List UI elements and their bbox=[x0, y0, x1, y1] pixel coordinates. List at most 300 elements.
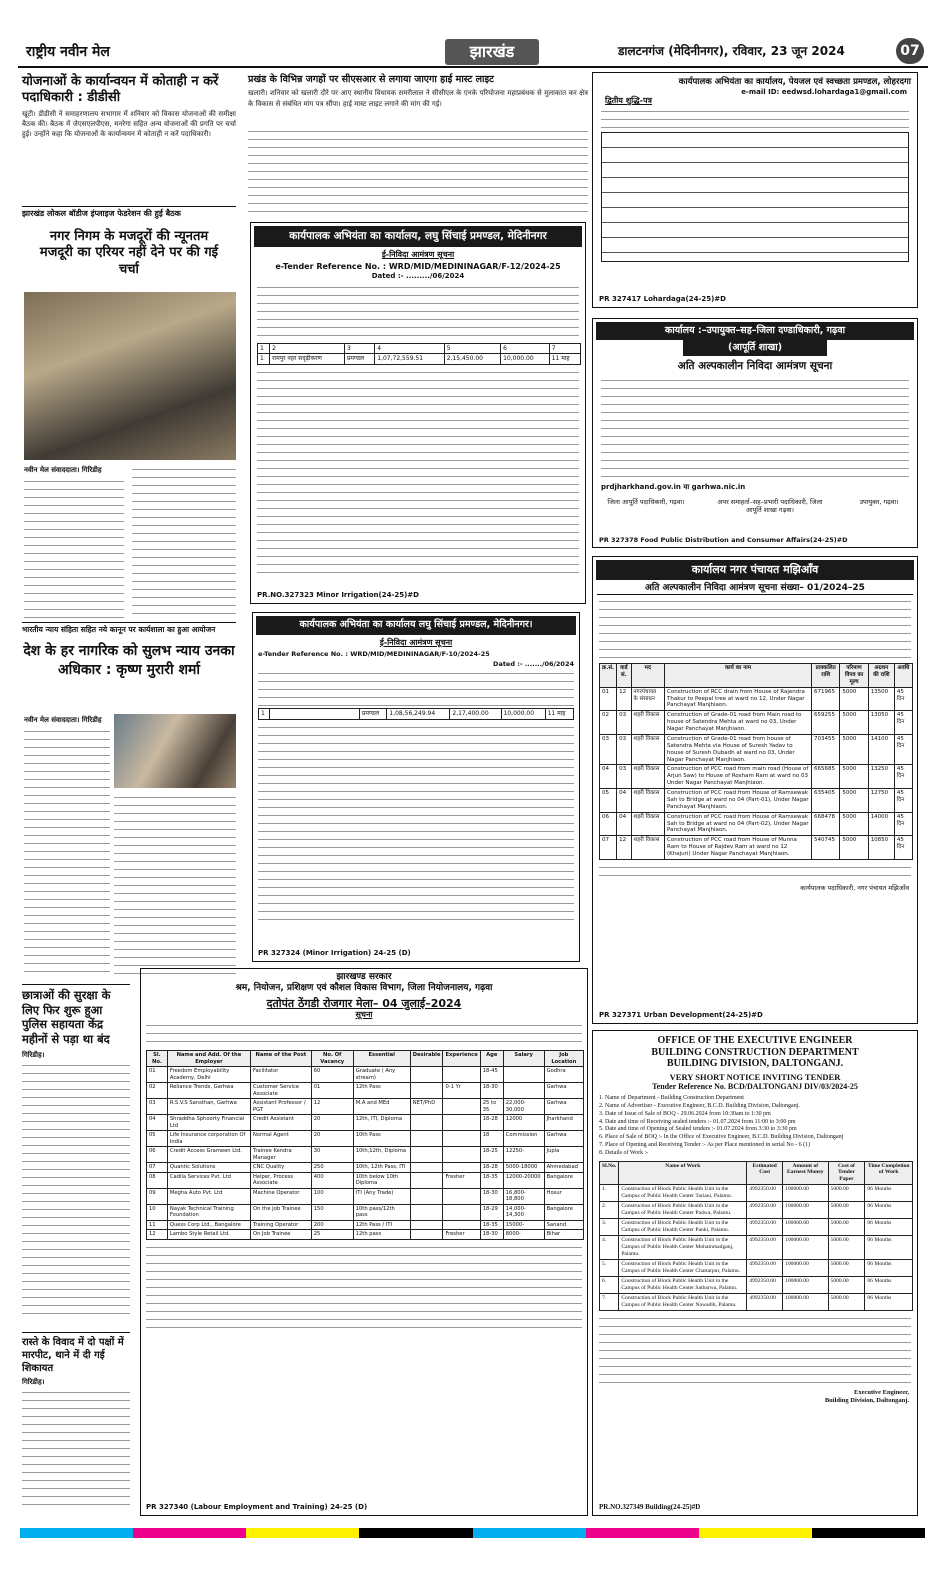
table-row bbox=[147, 1172, 584, 1188]
table-cell: 100000.00 bbox=[783, 1236, 828, 1260]
table-row: 1 प्रमण्डल 1,08,56,249.94 2,17,400.00 10,000.00 11 माह bbox=[259, 709, 574, 720]
table-cell: 5000 bbox=[840, 765, 868, 789]
table-cell: Quess Corp Ltd., Bangalore bbox=[167, 1220, 250, 1230]
table-cell: Construction of PCC road from House of Munna Ram to House of Rajdev Ram at ward no 12 (Khajuri) Under Nagar Panchayat Manjhiaon. bbox=[665, 836, 812, 860]
story-federation bbox=[22, 206, 236, 278]
headline: नगर निगम के मजदूरों की न्यूनतम मजदूरी का एरियर नहीं देने पर की गई चर्चा bbox=[39, 229, 219, 277]
section-title: झारखंड bbox=[445, 39, 539, 65]
table-cell: Credit Assistant bbox=[250, 1115, 311, 1131]
table-cell bbox=[443, 1204, 480, 1220]
table-cell: 06 Months bbox=[865, 1236, 913, 1260]
signatory: Building Division, Daltonganj. bbox=[824, 1397, 909, 1405]
table-cell: 22,000-30,000 bbox=[503, 1099, 544, 1115]
table-cell: 12th, ITI, Diploma bbox=[353, 1115, 410, 1131]
table-cell: 6. bbox=[600, 1277, 619, 1294]
office-heading: कार्यपालक अभियंता का कार्यालय लघु सिंचाई प्रमण्डल, मेदिनीनगर। bbox=[256, 616, 576, 635]
office-heading: कार्यालय :–उपायुक्त–सह–जिला दण्डाधिकारी, गढ़वा bbox=[596, 322, 914, 340]
table-cell: 2. bbox=[600, 1202, 619, 1219]
table-cell: Construction of RCC drain from House of Rajendra Thakur to Peepal tree at ward no 12, Under Nagar Panchayat Manjhiaon. bbox=[665, 687, 812, 711]
table-row bbox=[600, 687, 913, 711]
table-cell: 06 bbox=[147, 1147, 168, 1163]
table-cell: 01 bbox=[311, 1083, 353, 1099]
tender-details bbox=[599, 1095, 911, 1157]
table-cell: 703455 bbox=[811, 734, 839, 765]
table-cell bbox=[410, 1083, 443, 1099]
table-cell: 05 bbox=[600, 789, 617, 813]
table-cell: 100000.00 bbox=[783, 1202, 828, 1219]
dateline: नवीन मेल संवाददाता। गिरिडीह bbox=[24, 716, 102, 724]
table-cell: 659255 bbox=[811, 711, 839, 735]
table-cell: Construction of Block Public Health Unit in the Campus of Public Health Center Mohammadganj, Palamu. bbox=[619, 1236, 747, 1260]
office-heading: कार्यपालक अभियंता का कार्यालय, पेयजल एवं स्वच्छता प्रमण्डल, लोहरदगा bbox=[678, 77, 911, 87]
table-cell: Nayak Technical Training Foundation bbox=[167, 1204, 250, 1220]
table-cell: 12000-20000 bbox=[503, 1172, 544, 1188]
table-cell: 04 bbox=[617, 789, 631, 813]
headline: देश के हर नागरिक को सुलभ न्याय उनका अधिकार : कृष्ण मुरारी शर्मा bbox=[23, 643, 235, 678]
table-row bbox=[147, 1147, 584, 1163]
table-cell: 06 Months bbox=[865, 1202, 913, 1219]
column-header: Time Completion of Work bbox=[865, 1161, 913, 1185]
table-cell: 4992350.00 bbox=[747, 1185, 783, 1202]
table-cell bbox=[503, 1083, 544, 1099]
table-cell: 250 bbox=[311, 1163, 353, 1173]
newspaper-brand: राष्ट्रीय नवीन मेल bbox=[26, 44, 110, 60]
table-cell bbox=[410, 1147, 443, 1163]
pr-number: PR 327340 (Labour Employment and Training) 24-25 (D) bbox=[146, 1503, 368, 1512]
pr-number: PR.NO.327349 Building(24-25)#D bbox=[599, 1503, 701, 1512]
table-cell: 18 bbox=[480, 1131, 503, 1147]
table-row bbox=[600, 734, 913, 765]
table-cell: 100 bbox=[311, 1188, 353, 1204]
table-row bbox=[147, 1220, 584, 1230]
table-cell: On the Job Trainee bbox=[250, 1204, 311, 1220]
office-heading: कार्यालय नगर पंचायत मझिआँव bbox=[596, 560, 914, 580]
table-cell: 4992350.00 bbox=[747, 1277, 783, 1294]
column-header: Name and Add. Of the Employer bbox=[167, 1051, 250, 1067]
color-swatch bbox=[699, 1528, 812, 1538]
table-cell: 04 bbox=[600, 765, 617, 789]
table-cell: Godhra bbox=[544, 1067, 583, 1083]
table-cell: शहरी विकास bbox=[631, 812, 665, 836]
detail-line: 1. Name of Department - Building Construction Department bbox=[599, 1095, 744, 1102]
table-cell: Fresher bbox=[443, 1172, 480, 1188]
detail-line: 6. Place of Sale of BOQ :- In the Office of Executive Engineer, B.C.D. Building Division, Daltonganj bbox=[599, 1134, 844, 1141]
notice-title: अति अल्पकालीन निविदा आमंत्रण सूचना bbox=[677, 359, 833, 372]
table-cell: 14000 bbox=[868, 812, 894, 836]
table-cell: 150 bbox=[311, 1204, 353, 1220]
table-cell: Normal Agent bbox=[250, 1131, 311, 1147]
pr-number: PR.NO.327323 Minor Irrigation(24-25)#D bbox=[257, 591, 419, 600]
table-cell: 4992350.00 bbox=[747, 1294, 783, 1311]
table-cell: 0-1 Yr bbox=[443, 1083, 480, 1099]
table-cell bbox=[443, 1131, 480, 1147]
table-cell: 668478 bbox=[811, 812, 839, 836]
table-cell: 18-35 bbox=[480, 1220, 503, 1230]
table-cell: 5000 bbox=[840, 812, 868, 836]
table-cell: 12 bbox=[147, 1230, 168, 1240]
table-cell: 100000.00 bbox=[783, 1277, 828, 1294]
table-cell: Construction of PCC road from House of Ramsewak Sah to Bridge at ward no 04 (Part-02), Under Nagar Panchayat Manjhiaon. bbox=[665, 812, 812, 836]
tender-ad-minor-irrigation-12 bbox=[250, 222, 586, 604]
column-header: क्र.सं. bbox=[600, 664, 617, 688]
table-cell: Fresher bbox=[443, 1230, 480, 1240]
table-cell: Facilitator bbox=[250, 1067, 311, 1083]
table-cell: 04 bbox=[147, 1115, 168, 1131]
table-cell: 02 bbox=[600, 711, 617, 735]
table-header bbox=[600, 664, 913, 688]
table-cell: 400 bbox=[311, 1172, 353, 1188]
table-cell: 18-25 bbox=[480, 1147, 503, 1163]
table-cell: 14,000-14,300 bbox=[503, 1204, 544, 1220]
table-cell: 06 bbox=[600, 812, 617, 836]
table-cell: Life Insurance corporation Of India bbox=[167, 1131, 250, 1147]
color-swatch bbox=[473, 1528, 586, 1538]
detail-line: 2. Name of Advertiser - Executive Engineer, B.C.D. Building Division, Daltonganj. bbox=[599, 1102, 800, 1109]
table-row bbox=[600, 1185, 913, 1202]
table-cell: शहरी विकास bbox=[631, 836, 665, 860]
table-cell: 16,800-18,800 bbox=[503, 1188, 544, 1204]
table-cell: 06 Months bbox=[865, 1185, 913, 1202]
office-heading: BUILDING DIVISION, DALTONGANJ. bbox=[666, 1058, 844, 1069]
color-swatch bbox=[133, 1528, 246, 1538]
table-cell: 5000.00 bbox=[828, 1294, 865, 1311]
table-cell: Megha Auto Pvt. Ltd bbox=[167, 1188, 250, 1204]
column-header: Cost of Tender Paper bbox=[828, 1161, 865, 1185]
table-cell: 45 दिन bbox=[894, 765, 912, 789]
table-cell: Graduate ( Any stream) bbox=[353, 1067, 410, 1083]
headline: प्रखंड के विभिन्न जगहों पर सीएसआर से लगाया जाएगा हाई मास्ट लाइट bbox=[248, 74, 494, 85]
table-cell bbox=[503, 1067, 544, 1083]
table-cell: 25 bbox=[311, 1230, 353, 1240]
article-body bbox=[248, 128, 588, 212]
table-cell: 5000 bbox=[840, 734, 868, 765]
color-swatch bbox=[246, 1528, 359, 1538]
table-cell: 4992350.00 bbox=[747, 1260, 783, 1277]
table-row bbox=[147, 1099, 584, 1115]
page-number: 07 bbox=[896, 38, 924, 64]
table-cell: 14100 bbox=[868, 734, 894, 765]
table-cell: 13500 bbox=[868, 687, 894, 711]
table-row: 1 रामपुर नहर सदृढ़ीकरण प्रमण्डल 1,07,72,559.51 2,15,450.00 10,000.00 11 माह bbox=[258, 354, 581, 365]
table-cell bbox=[443, 1115, 480, 1131]
table-cell: 100000.00 bbox=[783, 1185, 828, 1202]
tender-ref: Tender Reference No. BCD/DALTONGANJ DIV/03/2024-25 bbox=[652, 1082, 858, 1092]
pr-number: PR 327371 Urban Development(24-25)#D bbox=[599, 1011, 763, 1020]
tender-ref: e-Tender Reference No. : WRD/MID/MEDININAGAR/F-12/2024-25 bbox=[275, 262, 561, 272]
table-row bbox=[147, 1230, 584, 1240]
table-cell: 5000.00 bbox=[828, 1236, 865, 1260]
table-row bbox=[600, 1260, 913, 1277]
table-row bbox=[147, 1067, 584, 1083]
table-cell: 06 Months bbox=[865, 1219, 913, 1236]
signatory: Executive Engineer, bbox=[853, 1389, 909, 1397]
table-cell: 05 bbox=[147, 1131, 168, 1147]
table-cell bbox=[443, 1067, 480, 1083]
table-cell: Sanand bbox=[544, 1220, 583, 1230]
table-row bbox=[600, 789, 913, 813]
table-cell: 5000.00 bbox=[828, 1260, 865, 1277]
color-swatch bbox=[20, 1528, 133, 1538]
table-cell: Reliance Trends, Garhwa bbox=[167, 1083, 250, 1099]
tender-ref: e-Tender Reference No. : WRD/MID/MEDININAGAR/F-10/2024-25 bbox=[258, 649, 490, 658]
table-cell bbox=[443, 1188, 480, 1204]
pr-number: PR 327378 Food Public Distribution and Consumer Affairs(24-25)#D bbox=[599, 535, 848, 544]
headline: रास्ते के विवाद में दो पक्षों में मारपीट, थाने में दी गई शिकायत bbox=[22, 1332, 130, 1375]
table-cell: 200 bbox=[311, 1220, 353, 1230]
table-cell: शहरी विकास bbox=[631, 734, 665, 765]
table-row bbox=[147, 1163, 584, 1173]
column-header: Desirable bbox=[410, 1051, 443, 1067]
column-header: Sl. No. bbox=[147, 1051, 168, 1067]
table-cell bbox=[410, 1163, 443, 1173]
table-cell: Bangalore bbox=[544, 1204, 583, 1220]
table-cell: 04 bbox=[617, 812, 631, 836]
tender-dated: Dated :- ........./06/2024 bbox=[371, 272, 465, 281]
article-body bbox=[24, 728, 110, 978]
table-cell: 45 दिन bbox=[894, 812, 912, 836]
column-header: Experience bbox=[443, 1051, 480, 1067]
table-cell: Construction of Grade-01 road from Main road to house of Satendra Mehta at ward no 03, Under Nagar Panchayat Manjhiaon. bbox=[665, 711, 812, 735]
kicker: भारतीय न्याय संहिता सहित नये कानून पर कार्यशाला का हुआ आयोजन bbox=[22, 622, 236, 634]
table-cell: 5000.00 bbox=[828, 1185, 865, 1202]
table-cell: 07 bbox=[600, 836, 617, 860]
table-row bbox=[600, 1294, 913, 1311]
table-cell: 100000.00 bbox=[783, 1219, 828, 1236]
notice-title: VERY SHORT NOTICE INVITING TENDER bbox=[669, 1071, 841, 1082]
office-heading: कार्यपालक अभियंता का कार्यालय, लघु सिंचाई प्रमण्डल, मेदिनीनगर bbox=[254, 226, 582, 247]
table-cell: 30 bbox=[311, 1147, 353, 1163]
table-cell: 5000-18000 bbox=[503, 1163, 544, 1173]
table-cell: 12250- bbox=[503, 1147, 544, 1163]
table-cell: Ahmedabad bbox=[544, 1163, 583, 1173]
table-cell: 12 bbox=[617, 687, 631, 711]
column-header: अवधि bbox=[894, 664, 912, 688]
table-cell: 5000 bbox=[840, 789, 868, 813]
table-cell: 18-29 bbox=[480, 1204, 503, 1220]
table-cell: 18-30 bbox=[480, 1083, 503, 1099]
pr-number: PR 327417 Lohardaga(24-25)#D bbox=[599, 295, 726, 304]
table-cell: 60 bbox=[311, 1067, 353, 1083]
table-cell: 12 bbox=[311, 1099, 353, 1115]
color-swatch bbox=[359, 1528, 472, 1538]
table-cell: Garhwa bbox=[544, 1099, 583, 1115]
color-swatch bbox=[812, 1528, 925, 1538]
table-row bbox=[600, 812, 913, 836]
table-cell: 06 Months bbox=[865, 1277, 913, 1294]
table-cell: Construction of Block Public Health Unit in the Campus of Public Health Center Chattarpur, Palamu. bbox=[619, 1260, 747, 1277]
column-header: मद bbox=[631, 664, 665, 688]
table-cell: 13050 bbox=[868, 711, 894, 735]
table-cell bbox=[410, 1131, 443, 1147]
table-cell bbox=[410, 1115, 443, 1131]
column-header: Salary bbox=[503, 1051, 544, 1067]
workshop-photo bbox=[114, 714, 236, 788]
table-cell: Quantic Solutions bbox=[167, 1163, 250, 1173]
table-cell: 10th pass/12th pass bbox=[353, 1204, 410, 1220]
table-cell: 03 bbox=[617, 734, 631, 765]
table-cell: 20 bbox=[311, 1131, 353, 1147]
table-row bbox=[147, 1188, 584, 1204]
column-header: परिमाण विपत्र का मूल्य bbox=[840, 664, 868, 688]
table-cell: 45 दिन bbox=[894, 687, 912, 711]
article-body bbox=[24, 478, 124, 618]
table-cell: Jharkhand bbox=[544, 1115, 583, 1131]
table-cell: नगरपंचायत के संसाधन bbox=[631, 687, 665, 711]
table-cell bbox=[443, 1147, 480, 1163]
table-cell bbox=[410, 1204, 443, 1220]
table-row bbox=[600, 711, 913, 735]
column-header: प्राक्कलित राशि bbox=[811, 664, 839, 688]
table-cell: 4992350.00 bbox=[747, 1236, 783, 1260]
table-cell: 10th,12th, Diploma bbox=[353, 1147, 410, 1163]
table-header bbox=[147, 1051, 584, 1067]
workers-photo bbox=[24, 292, 236, 460]
table-cell: Construction of Block Public Health Unit in the Campus of Public Health Center Satbarwa, Palamu. bbox=[619, 1277, 747, 1294]
column-header: Essential bbox=[353, 1051, 410, 1067]
detail-line: 3. Date of Issue of Sale of BOQ - 29.06.2024 from 10:30am to 1:30 pm bbox=[599, 1110, 771, 1117]
signatory: उपायुक्त, गढ़वा। bbox=[859, 497, 899, 506]
table-cell: 45 दिन bbox=[894, 789, 912, 813]
corrigendum-ad-water bbox=[592, 72, 918, 308]
website: prdjharkhand.gov.in या garhwa.nic.in bbox=[601, 482, 746, 491]
table-cell: 100000.00 bbox=[783, 1260, 828, 1277]
table-cell: Hosur bbox=[544, 1188, 583, 1204]
table-cell: 02 bbox=[147, 1083, 168, 1099]
table-cell: 5000 bbox=[840, 711, 868, 735]
table-cell: 10th, 12th Pass, ITI bbox=[353, 1163, 410, 1173]
detail-line: 7. Place of Opening and Receiving Tender :- As per Place mentioned in serial No - 6 (1) bbox=[599, 1141, 811, 1148]
table-cell: शहरी विकास bbox=[631, 711, 665, 735]
table-cell: 01 bbox=[600, 687, 617, 711]
dateline: नवीन मेल संवाददाता। गिरिडीह bbox=[24, 466, 102, 474]
table-cell: 10 bbox=[147, 1204, 168, 1220]
office-unit: (आपूर्ति शाखा) bbox=[683, 340, 827, 356]
table-row bbox=[147, 1083, 584, 1099]
office-heading: OFFICE OF THE EXECUTIVE ENGINEER bbox=[657, 1035, 853, 1046]
table-cell: Lambo Style Retail Ltd. bbox=[167, 1230, 250, 1240]
office-heading: BUILDING CONSTRUCTION DEPARTMENT bbox=[651, 1046, 859, 1058]
table-cell: 45 दिन bbox=[894, 734, 912, 765]
article-body: खूंटी। डीडीसी ने समाहरणालय सभागार में शनिवार को विकास योजनाओं की समीक्षा बैठक की। बैठक में जेएसएलपीएस, मनरेगा सहित अन्य योजनाओं की प्रगति पर चर्चा हुई। उन्होंने कहा कि योजनाओं के कार्यान्वयन में कोताही न करें पदाधिकारी। bbox=[22, 110, 236, 139]
table-row bbox=[600, 1236, 913, 1260]
table-cell bbox=[410, 1067, 443, 1083]
headline: छात्राओं की सुरक्षा के लिए फिर शुरू हुआ पुलिस सहायता केंद्र महीनों से पड़ा था बंद bbox=[22, 984, 130, 1047]
tender-table bbox=[258, 708, 574, 720]
table-cell: 5000.00 bbox=[828, 1277, 865, 1294]
table-cell: 03 bbox=[617, 765, 631, 789]
table-cell: Construction of Block Public Health Unit in the Campus of Public Health Center Tariani, Palamu. bbox=[619, 1185, 747, 1202]
table-row bbox=[147, 1204, 584, 1220]
table-cell: R.S.V.S Sansthan, Garhwa bbox=[167, 1099, 250, 1115]
table-cell: 18-28 bbox=[480, 1115, 503, 1131]
tender-dated: Dated :- ......./06/2024 bbox=[493, 659, 574, 668]
table-cell: 4992350.00 bbox=[747, 1202, 783, 1219]
table-cell: ITI (Any Trade) bbox=[353, 1188, 410, 1204]
article-body bbox=[132, 466, 236, 618]
column-header: कार्य का नाम bbox=[665, 664, 812, 688]
table-cell: 01 bbox=[147, 1067, 168, 1083]
table-cell: 671965 bbox=[811, 687, 839, 711]
table-cell: 1. bbox=[600, 1185, 619, 1202]
table-cell: 8000- bbox=[503, 1230, 544, 1240]
table-cell: 13250 bbox=[868, 765, 894, 789]
table-cell: 03 bbox=[617, 711, 631, 735]
table-cell: 12th Pass bbox=[353, 1083, 410, 1099]
table-cell: 06 Months bbox=[865, 1260, 913, 1277]
table-cell: 10850 bbox=[868, 836, 894, 860]
table-cell: 45 दिन bbox=[894, 711, 912, 735]
table-cell: Training Operator bbox=[250, 1220, 311, 1230]
table-cell: 12th pass bbox=[353, 1230, 410, 1240]
table-cell: 18-30 bbox=[480, 1230, 503, 1240]
table-cell: 5000.00 bbox=[828, 1202, 865, 1219]
table-row bbox=[600, 1219, 913, 1236]
notice-title: द्वितीय शुद्धि-पत्र bbox=[605, 96, 652, 106]
works-table bbox=[599, 1161, 913, 1312]
table-cell: शहरी विकास bbox=[631, 765, 665, 789]
table-cell: 06 Months bbox=[865, 1294, 913, 1311]
table-cell: Machine Operator bbox=[250, 1188, 311, 1204]
notice-title: ई-निविदा आमंत्रण सूचना bbox=[379, 637, 453, 647]
office-name: श्रम, नियोजन, प्रशिक्षण एवं कौशल विकास विभाग, जिला नियोजनालय, गढ़वा bbox=[235, 983, 493, 994]
table-cell: Commission bbox=[503, 1131, 544, 1147]
corrigendum-table bbox=[601, 132, 909, 262]
job-fair-ad bbox=[140, 968, 588, 1516]
table-cell: Trainee Kendra Manager bbox=[250, 1147, 311, 1163]
signatory: जिला आपूर्ति पदाधिकारी, गढ़वा। bbox=[607, 497, 685, 506]
tender-table bbox=[257, 343, 581, 365]
table-cell bbox=[410, 1230, 443, 1240]
fair-title: दतोपंत ठेंगडी रोजगार मेला– 04 जुलाई–2024 bbox=[266, 996, 462, 1010]
dateline: डालटनगंज (मेदिनीनगर), रविवार, 23 जून 2024 bbox=[618, 44, 845, 58]
notice-title: ई-निविदा आमंत्रण सूचना bbox=[381, 250, 455, 260]
article-body bbox=[22, 1062, 130, 1314]
table-cell: 20 bbox=[311, 1115, 353, 1131]
table-cell: 45 दिन bbox=[894, 836, 912, 860]
table-cell: 18-30 bbox=[480, 1188, 503, 1204]
table-cell bbox=[443, 1220, 480, 1230]
detail-line: 4. Date and time of Receiving sealed tenders :- 01.07.2024 from 11:00 to 3:00 pm bbox=[599, 1118, 796, 1125]
table-cell: 18-35 bbox=[480, 1172, 503, 1188]
table-cell: 25 to 35 bbox=[480, 1099, 503, 1115]
table-row bbox=[600, 1202, 913, 1219]
table-cell: Construction of PCC road from main road (House of Arjun Saw) to House of Rosham Ram at ward no 03 Under Nagar Panchayat Manjhiaon. bbox=[665, 765, 812, 789]
table-cell: 100000.00 bbox=[783, 1294, 828, 1311]
story-dispute bbox=[22, 1332, 130, 1509]
table-cell: 635405 bbox=[811, 789, 839, 813]
table-cell: Helper, Process Associate bbox=[250, 1172, 311, 1188]
table-cell: 18-45 bbox=[480, 1067, 503, 1083]
column-header: Age bbox=[480, 1051, 503, 1067]
table-cell: 540745 bbox=[811, 836, 839, 860]
table-cell: 03 bbox=[600, 734, 617, 765]
masthead bbox=[18, 38, 928, 68]
table-cell: Garhwa bbox=[544, 1083, 583, 1099]
table-cell: 5000 bbox=[840, 836, 868, 860]
table-cell: 11 bbox=[147, 1220, 168, 1230]
table-cell: 5. bbox=[600, 1260, 619, 1277]
table-row bbox=[600, 836, 913, 860]
pr-number: PR 327324 (Minor Irrigation) 24-25 (D) bbox=[258, 949, 411, 958]
table-cell: 10th Pass bbox=[353, 1131, 410, 1147]
table-cell: 665685 bbox=[811, 765, 839, 789]
table-header bbox=[600, 1161, 913, 1185]
story-ddc bbox=[22, 74, 236, 202]
dateline: गिरिडीह। bbox=[22, 1378, 45, 1386]
story-law bbox=[22, 622, 236, 679]
column-header: Name of the Post bbox=[250, 1051, 311, 1067]
column-header: Sl.No. bbox=[600, 1161, 619, 1185]
